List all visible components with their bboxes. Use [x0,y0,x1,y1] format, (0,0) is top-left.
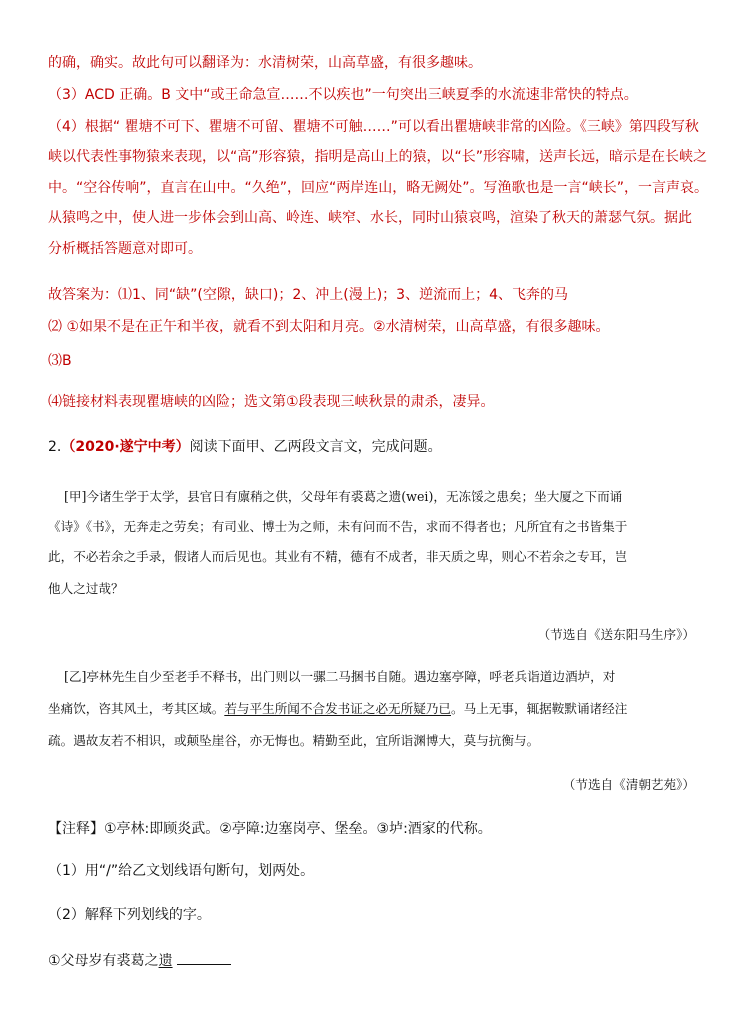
question-number: 2. [48,439,62,455]
final-answer-4: ⑷链接材料表现瞿塘峡的凶险；选文第①段表现三峡秋景的肃杀，凄异。 [48,394,495,410]
passage-yi-source: （节选自《清朝艺苑》） [562,777,695,792]
passage-jia-source: （节选自《送东阳马生序》） [537,627,695,642]
answer-line-7: 分析概括答题意对即可。 [48,241,202,257]
final-answer-1: 故答案为：⑴1、同“缺”(空隙，缺口)；2、冲上(漫上)；3、逆流而上；4、飞奔的马 [48,287,568,303]
answer-line-6: 从猿鸣之中，使人进一步体会到山高、岭连、峡窄、水长，同时山猿哀鸣，渲染了秋天的萧瑟气氛。据此 [48,210,692,226]
answer-line-2: （3）ACD 正确。B 文中“或王命急宣……不以疾也”一句突出三峡夏季的水流速非常快的特点。 [48,87,638,103]
answer-blank[interactable] [177,950,231,965]
sub-question-1: （1）用“/”给乙文划线语句断句，划两处。 [48,863,315,879]
passage-jia-line-1: [甲]今诸生学于太学，县官日有廪稍之供，父母年有裘葛之遗(wei)，无冻馁之患矣；坐大厦之下而诵 [64,489,623,504]
answer-line-3: （4）根据“ 瞿塘不可下、瞿塘不可留、瞿塘不可触……”可以看出瞿塘峡非常的凶险。《三峡》第四段写秋 [48,119,699,135]
question-prompt: 阅读下面甲、乙两段文言文，完成问题。 [189,439,442,455]
question-2-header [48,438,442,456]
final-answer-2: ⑵ ①如果不是在正午和半夜，就看不到太阳和月亮。②水清树荣，山高草盛，有很多趣味。 [48,319,610,335]
answer-line-1: 的确，确实。故此句可以翻译为：水清树荣，山高草盛，有很多趣味。 [48,55,482,71]
sub-question-2-item-1 [48,950,231,970]
passage-jia-line-3: 此，不必若余之手录，假诸人而后见也。其业有不精，德有不成者，非天质之卑，则心不若余之专耳，岂 [48,549,628,564]
final-answer-3: ⑶B [48,353,72,369]
answer-line-4: 峡以代表性事物猿来表现，以“高”形容猿，指明是高山上的猿，以“长”形容啸，送声长远，暗示是在长峡之 [48,149,708,165]
passage-jia-line-2: 《诗》《书》，无奔走之劳矣；有司业、博士为之师，未有问而不告，求而不得者也；凡所宜有之书皆集于 [48,519,628,534]
passage-yi-line-2 [48,698,627,717]
passage-jia-line-4: 他人之过哉？ [48,581,124,596]
question-source: （2020·遂宁中考） [61,439,190,455]
item-1-underlined-char: 遗 [158,953,173,969]
passage-yi-line-2-end: 。马上无事，辄据鞍默诵诸经注 [451,701,628,716]
underlined-sentence: 若与平生所闻不合发书证之必无所疑乃已 [224,701,451,716]
notes: 【注释】①亭林:即顾炎武。②亭障:边塞岗亭、堡垒。③垆:酒家的代称。 [48,821,492,837]
sub-question-2: （2）解释下列划线的字。 [48,907,211,923]
passage-yi-line-2-start: 坐痛饮，咨其风土，考其区域。 [48,701,225,716]
answer-line-5: 中。“空谷传响”，直言在山中。“久绝”，回应“两岸连山，略无阙处”。写渔歌也是一言“峡长”，一言声哀。 [48,180,709,196]
item-1-text: ①父母岁有裘葛之 [48,953,159,969]
passage-yi-line-3: 疏。遇故友若不相识，或颠坠崖谷，亦无悔也。精勤至此，宜所诣渊博大，莫与抗衡与。 [48,733,540,748]
passage-yi-line-1: [乙]亭林先生自少至老手不释书，出门则以一骡二马捆书自随。遇边塞亭障，呼老兵诣道边酒垆，对 [64,669,616,684]
